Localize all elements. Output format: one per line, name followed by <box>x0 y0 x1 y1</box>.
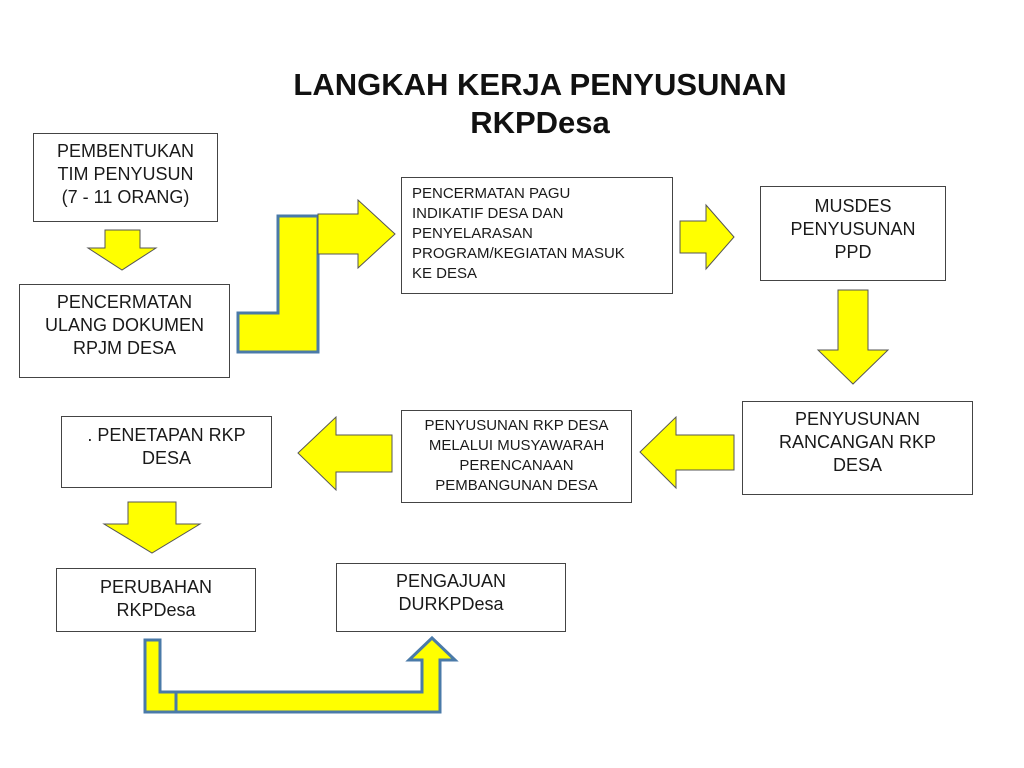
step-text-line: DESA <box>832 455 883 475</box>
arrow-right-2 <box>680 205 734 269</box>
step-text-line: MELALUI MUSYAWARAH <box>428 437 605 454</box>
step-pencermatan-pagu <box>401 177 673 294</box>
step-text-line: PENCERMATAN <box>56 292 193 312</box>
step-text-line: PENGAJUAN <box>395 571 507 591</box>
step-pengajuan-durkpdesa <box>336 563 566 632</box>
step-text-line: PEMBENTUKAN <box>56 141 195 161</box>
title-line-1: LANGKAH KERJA PENYUSUNAN <box>293 67 787 102</box>
step-pencermatan-rpjm <box>19 284 230 378</box>
connector-rpjm-to-pagu <box>238 216 318 352</box>
step-musyawarah <box>401 410 632 503</box>
step-rancangan-rkp <box>742 401 973 495</box>
step-text-line: RPJM DESA <box>72 338 177 358</box>
step-text-line: MUSDES <box>814 196 892 216</box>
step-text-line: PENCERMATAN PAGU <box>412 185 571 202</box>
step-text-line: PROGRAM/KEGIATAN MASUK <box>412 245 625 262</box>
step-text-line: PENYUSUNAN <box>790 219 916 239</box>
step-text-line: RANCANGAN RKP <box>778 432 937 452</box>
step-text-line: PENYUSUNAN RKP DESA <box>424 417 609 434</box>
step-text-line: PENYELARASAN <box>412 225 533 242</box>
step-text-line: TIM PENYUSUN <box>57 164 194 184</box>
step-text-line: PERUBAHAN <box>99 577 213 597</box>
step-text-line: PERENCANAAN <box>459 457 574 474</box>
step-musdes <box>760 186 946 281</box>
step-penetapan-rkp <box>61 416 272 488</box>
arrow-left-1 <box>640 417 734 488</box>
step-pembentukan-tim <box>33 133 218 222</box>
step-text-line: DURKPDesa <box>398 594 504 614</box>
step-text-line: ULANG DOKUMEN <box>44 315 205 335</box>
step-text-line: DESA <box>141 448 192 468</box>
connector-perubahan-to-pengajuan <box>145 638 455 712</box>
arrow-down-2 <box>818 290 888 384</box>
arrow-down-1 <box>88 230 156 270</box>
step-text-line: KE DESA <box>412 265 478 282</box>
arrow-left-2 <box>298 417 392 490</box>
step-text-line: PEMBANGUNAN DESA <box>435 477 598 494</box>
step-perubahan-rkpdesa <box>56 568 256 632</box>
step-text-line: RKPDesa <box>116 600 196 620</box>
arrow-down-3 <box>104 502 200 553</box>
arrow-right-1 <box>318 200 395 268</box>
step-text-line: INDIKATIF DESA DAN <box>412 205 564 222</box>
title-line-2: RKPDesa <box>470 105 610 140</box>
step-text-line: PENYUSUNAN <box>794 409 921 429</box>
step-text-line: (7 - 11 ORANG) <box>61 187 190 207</box>
step-text-line: . PENETAPAN RKP <box>87 425 246 445</box>
step-text-line: PPD <box>834 242 872 262</box>
